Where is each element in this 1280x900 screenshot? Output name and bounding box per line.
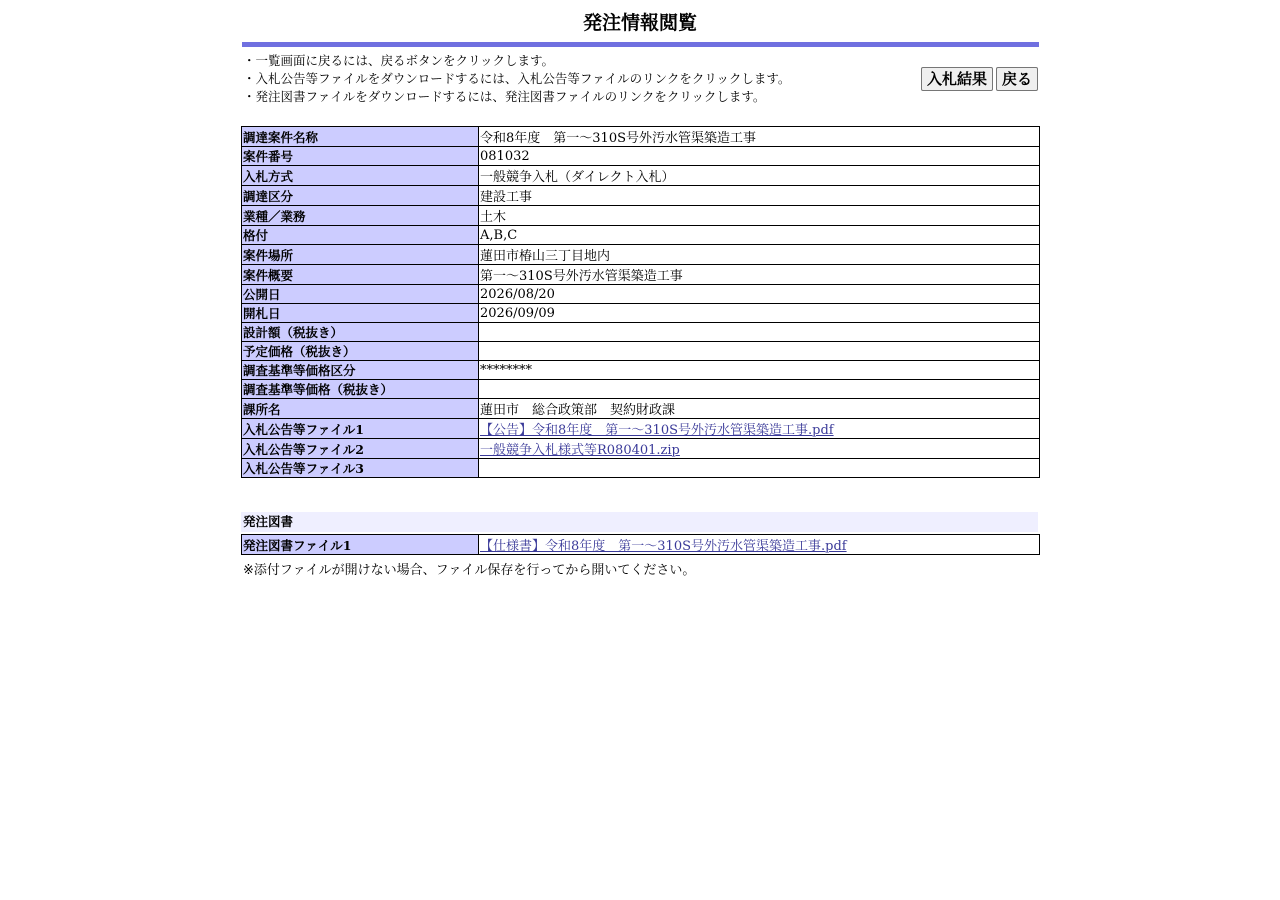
row-label: 課所名 — [242, 399, 479, 419]
table-row — [242, 186, 1040, 206]
row-label: 調査基準等価格（税抜き） — [242, 380, 479, 399]
table-row — [242, 439, 1040, 459]
row-value: ******** — [479, 361, 1040, 380]
row-label: 案件概要 — [242, 265, 479, 285]
row-value — [479, 380, 1040, 399]
back-button[interactable]: 戻る — [996, 67, 1038, 91]
instructions — [243, 52, 790, 106]
row-label: 業種／業務 — [242, 206, 479, 226]
row-value — [479, 342, 1040, 361]
page-title: 発注情報閲覧 — [582, 12, 697, 34]
row-label: 案件場所 — [242, 245, 479, 265]
table-row — [242, 459, 1040, 478]
table-row — [242, 127, 1040, 147]
table-row — [242, 245, 1040, 265]
row-value — [479, 323, 1040, 342]
row-value: 081032 — [479, 147, 1040, 166]
table-row — [242, 285, 1040, 304]
table-row — [242, 206, 1040, 226]
row-label: 開札日 — [242, 304, 479, 323]
row-label: 案件番号 — [242, 147, 479, 166]
table-row — [242, 342, 1040, 361]
header-area — [241, 47, 1039, 126]
table-row — [242, 380, 1040, 399]
row-label: 格付 — [242, 226, 479, 245]
instruction-line: ・入札公告等ファイルをダウンロードするには、入札公告等ファイルのリンクをクリックします。 — [243, 71, 791, 86]
ordering-docs-heading: 発注図書 — [241, 512, 1038, 532]
row-value — [479, 439, 1040, 459]
row-value: 建設工事 — [479, 186, 1040, 206]
button-group — [921, 67, 1038, 91]
row-value: 2026/09/09 — [479, 304, 1040, 323]
row-label: 入札方式 — [242, 166, 479, 186]
row-label: 予定価格（税抜き） — [242, 342, 479, 361]
row-value: 土木 — [479, 206, 1040, 226]
row-label: 調達区分 — [242, 186, 479, 206]
attachment-note: ※添付ファイルが開けない場合、ファイル保存を行ってから開いてください。 — [243, 563, 696, 578]
bid-results-button[interactable]: 入札結果 — [921, 67, 993, 91]
row-value: 第一～310S号外汚水管渠築造工事 — [479, 265, 1040, 285]
instruction-line: ・一覧画面に戻るには、戻るボタンをクリックします。 — [243, 53, 555, 68]
table-row — [242, 166, 1040, 186]
row-value — [479, 535, 1040, 555]
table-row — [242, 304, 1040, 323]
row-label: 入札公告等ファイル3 — [242, 459, 479, 478]
table-row — [242, 419, 1040, 439]
row-label: 調達案件名称 — [242, 127, 479, 147]
table-row — [242, 147, 1040, 166]
row-label: 入札公告等ファイル2 — [242, 439, 479, 459]
row-value — [479, 419, 1040, 439]
row-label: 設計額（税抜き） — [242, 323, 479, 342]
case-info-table — [241, 126, 1040, 478]
row-value: 一般競争入札（ダイレクト入札） — [479, 166, 1040, 186]
table-row — [242, 323, 1040, 342]
table-row — [242, 265, 1040, 285]
row-value: 令和8年度 第一～310S号外汚水管渠築造工事 — [479, 127, 1040, 147]
table-row — [242, 535, 1040, 555]
row-value: 蓮田市椿山三丁目地内 — [479, 245, 1040, 265]
row-value: 蓮田市 総合政策部 契約財政課 — [479, 399, 1040, 419]
row-value — [479, 459, 1040, 478]
table-row — [242, 399, 1040, 419]
ordering-docs-table — [241, 534, 1040, 555]
row-value: A,B,C — [479, 226, 1040, 245]
row-value: 2026/08/20 — [479, 285, 1040, 304]
row-label: 入札公告等ファイル1 — [242, 419, 479, 439]
file-download-link[interactable]: 【仕様書】令和8年度 第一～310S号外汚水管渠築造工事.pdf — [480, 539, 847, 554]
row-label: 調査基準等価格区分 — [242, 361, 479, 380]
page-container — [241, 0, 1039, 578]
instruction-line: ・発注図書ファイルをダウンロードするには、発注図書ファイルのリンクをクリックします。 — [243, 89, 766, 104]
table-row — [242, 226, 1040, 245]
file-download-link[interactable]: 一般競争入札様式等R080401.zip — [480, 443, 680, 458]
row-label: 公開日 — [242, 285, 479, 304]
row-label: 発注図書ファイル1 — [242, 535, 479, 555]
file-download-link[interactable]: 【公告】令和8年度 第一～310S号外汚水管渠築造工事.pdf — [480, 423, 834, 438]
table-row — [242, 361, 1040, 380]
